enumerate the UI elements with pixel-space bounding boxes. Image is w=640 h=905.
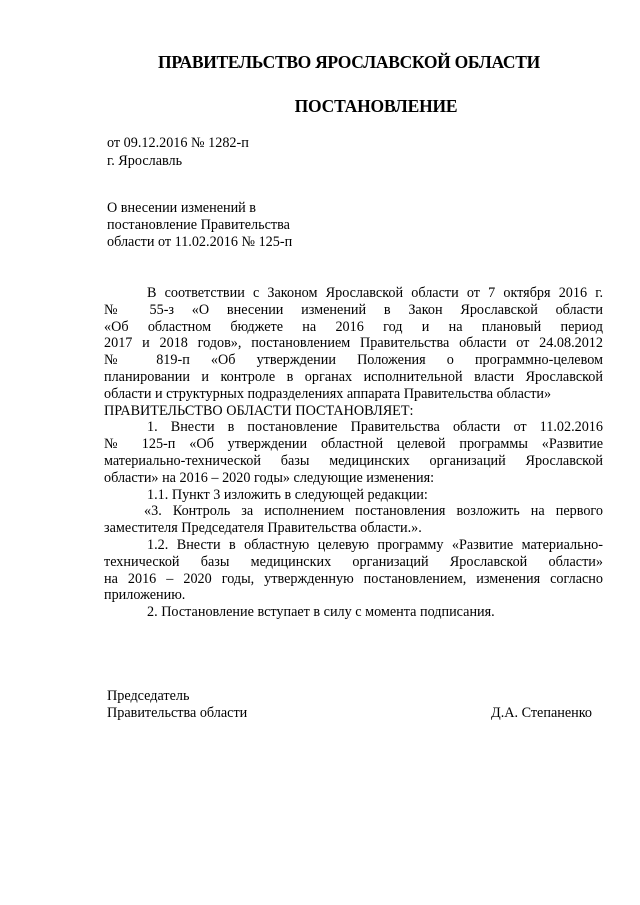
item1-2-line: технической базы медицинских организаций Ярославской области» [104, 553, 603, 570]
signer-title-line2: Правительства области [107, 705, 248, 721]
subject-line: постановление Правительства [107, 217, 290, 233]
item1-1-quote-line: заместителя Председателя Правительства области.». [104, 520, 422, 537]
item1-2-line: на 2016 – 2020 годы, утвержденную постановлением, изменения согласно [104, 570, 603, 587]
preamble-line: 2017 и 2018 годов», постановлением Правительства области от 24.08.2012 [104, 335, 603, 352]
preamble-line: планировании и контроле в органах исполнительной власти Ярославской [104, 368, 603, 385]
signature-row [107, 705, 592, 722]
date-number: от 09.12.2016 № 1282-п [107, 135, 249, 151]
item1-line: материально-технической базы медицинских организаций Ярославской [104, 452, 603, 469]
item1-2-line: приложению. [104, 587, 186, 604]
preamble-line: В соответствии с Законом Ярославской области от 7 октября 2016 г. [147, 285, 603, 301]
preamble-line: № 55-з «О внесении изменений в Закон Ярославской области [104, 301, 603, 318]
document-type: ПОСТАНОВЛЕНИЕ [294, 96, 458, 116]
item2-line: 2. Постановление вступает в силу с момента подписания. [147, 604, 495, 621]
preamble-line: «Об областном бюджете на 2016 год и на плановый период [104, 318, 603, 335]
preamble-line: № 819-п «Об утверждении Положения о программно-целевом [104, 352, 603, 369]
signature-block [107, 688, 592, 722]
item1-line: 1. Внести в постановление Правительства области от 11.02.2016 [147, 419, 603, 436]
subject-line: О внесении изменений в [107, 200, 257, 216]
item1-2-line: 1.2. Внести в областную целевую программу «Развитие материально- [147, 536, 603, 553]
preamble-line: области и структурных подразделениях аппарата Правительства области» [104, 385, 552, 402]
item1-1-line: 1.1. Пункт 3 изложить в следующей редакции: [147, 486, 428, 503]
item1-1-quote-line: «3. Контроль за исполнением постановления возложить на первого [144, 503, 603, 520]
document-meta [107, 134, 249, 170]
subject-line: области от 11.02.2016 № 125-п [107, 234, 293, 250]
signer-name: Д.А. Степаненко [491, 705, 592, 721]
organization-title: ПРАВИТЕЛЬСТВО ЯРОСЛАВСКОЙ ОБЛАСТИ [158, 52, 540, 72]
document-body [104, 285, 603, 621]
city: г. Ярославль [107, 153, 183, 169]
item1-line: области» на 2016 – 2020 годы» следующие изменения: [104, 469, 435, 486]
resolves-line: ПРАВИТЕЛЬСТВО ОБЛАСТИ ПОСТАНОВЛЯЕТ: [104, 402, 414, 419]
document-subject [107, 200, 292, 251]
signer-title-line1: Председатель [107, 688, 190, 704]
item1-line: № 125-п «Об утверждении областной целевой программы «Развитие [104, 436, 603, 453]
